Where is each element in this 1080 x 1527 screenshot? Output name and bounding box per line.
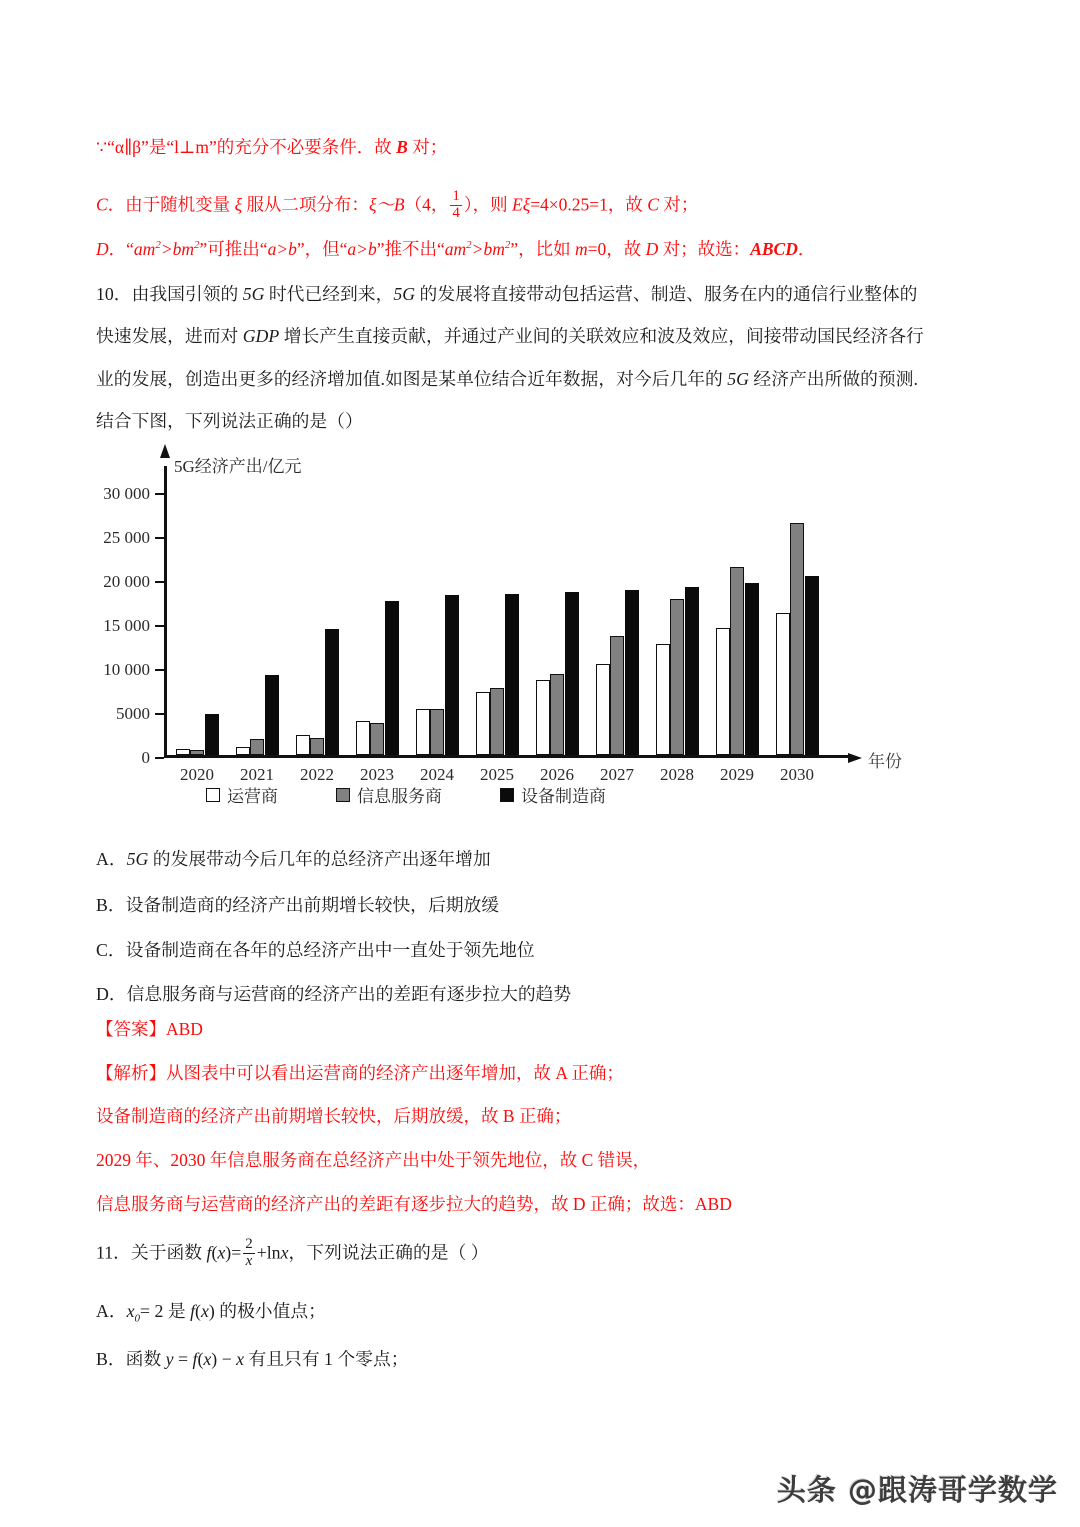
bar-equipment bbox=[385, 601, 399, 755]
question-text: 关于函数 bbox=[130, 1242, 207, 1263]
y-axis-tick bbox=[155, 493, 164, 495]
analysis-line-4: 信息服务商与运营商的经济产出的差距有逐步拉大的趋势，故 D 正确；故选：ABD bbox=[96, 1194, 732, 1214]
legend-swatch-equipment-icon bbox=[500, 788, 514, 802]
option-label: B． bbox=[96, 1349, 126, 1369]
exponent: 2 bbox=[155, 239, 161, 251]
y-axis-arrow-icon bbox=[160, 444, 170, 458]
option-text: 是 bbox=[163, 1301, 191, 1321]
term-gdp: GDP bbox=[242, 326, 280, 346]
term-5g: 5G bbox=[393, 284, 416, 304]
bar-equipment bbox=[205, 714, 219, 755]
bar-operator bbox=[476, 692, 490, 755]
exponent: 2 bbox=[504, 239, 511, 251]
y-axis-tick-label: 20 000 bbox=[103, 571, 150, 591]
question-11-stem bbox=[96, 1238, 489, 1271]
option-text: 设备制造商在各年的总经济产出中一直处于领先地位 bbox=[125, 940, 535, 960]
bar-equipment bbox=[325, 629, 339, 756]
bar-operator bbox=[296, 735, 310, 755]
expr: >bm bbox=[471, 238, 505, 259]
legend-label-info-service: 信息服务商 bbox=[357, 787, 442, 806]
solution-text: ”，比如 bbox=[510, 238, 576, 259]
solution-text: =0，故 bbox=[587, 238, 646, 259]
minus: − bbox=[217, 1349, 237, 1369]
y-axis-tick-label: 25 000 bbox=[103, 527, 150, 547]
y-axis bbox=[164, 466, 167, 758]
function-f: f bbox=[206, 1242, 212, 1263]
paren: ) bbox=[211, 1349, 218, 1369]
option-label: C． bbox=[96, 940, 126, 960]
distribution-expr: ξ～B bbox=[368, 194, 405, 215]
solution-text: ． bbox=[797, 238, 816, 259]
term-5g: 5G bbox=[126, 849, 149, 869]
bar-info-service bbox=[790, 523, 804, 756]
equals: = bbox=[231, 1242, 242, 1263]
bar-equipment bbox=[685, 587, 699, 755]
bar-equipment bbox=[565, 592, 579, 756]
fraction-one-quarter: $\frac{1}{4}$ bbox=[452, 188, 460, 221]
variable-x: x bbox=[217, 1242, 226, 1263]
paren: ( bbox=[211, 1242, 218, 1263]
bar-operator bbox=[536, 680, 550, 756]
bar-info-service bbox=[610, 636, 624, 756]
choice-letter: D bbox=[96, 238, 109, 259]
expectation-expr: Eξ bbox=[512, 194, 531, 215]
question-text: 快速发展，进而对 bbox=[96, 326, 243, 346]
option-text: 的发展带动今后几年的总经济产出逐年增加 bbox=[148, 849, 491, 869]
answer-row bbox=[96, 1021, 203, 1039]
variable-x: x bbox=[203, 1349, 212, 1369]
x-axis-label: 年份 bbox=[868, 752, 902, 771]
bar-operator bbox=[656, 644, 670, 756]
answer-label: 【答案】 bbox=[96, 1019, 166, 1039]
variable-x: x bbox=[236, 1349, 245, 1369]
bar-info-service bbox=[730, 567, 744, 756]
bar-operator bbox=[176, 749, 190, 755]
solution-text: 服从二项分布： bbox=[242, 194, 369, 215]
x-axis-category-label: 2022 bbox=[300, 765, 334, 785]
legend-label-operator: 运营商 bbox=[227, 787, 278, 806]
option-text: 设备制造商的经济产出前期增长较快，后期放缓 bbox=[125, 895, 500, 915]
choice-letter: C bbox=[96, 194, 108, 215]
solution-line-b bbox=[96, 139, 447, 157]
fraction-two-over-x: $\frac{2}{x}$ bbox=[245, 1236, 253, 1269]
bar-group bbox=[416, 473, 459, 785]
solution-text: ．“ bbox=[108, 238, 134, 259]
analysis-text: 从图表中可以看出运营商的经济产出逐年增加，故 A 正确； bbox=[166, 1063, 624, 1083]
question-text: ，下列说法正确的是（ ） bbox=[288, 1242, 489, 1263]
y-axis-tick-label: 10 000 bbox=[103, 659, 150, 679]
x-axis bbox=[164, 755, 850, 758]
y-axis-tick bbox=[155, 625, 164, 627]
solution-text: ∵“α∥β”是“l⊥m”的充分不必要条件．故 bbox=[96, 137, 397, 157]
ln-operator: +ln bbox=[256, 1242, 281, 1263]
variable-x: x bbox=[200, 1301, 209, 1321]
option-text: 函数 bbox=[125, 1349, 166, 1369]
option-label: A． bbox=[96, 849, 127, 869]
bar-group bbox=[296, 473, 339, 785]
question-text: 时代已经到来， bbox=[264, 284, 394, 304]
bar-group bbox=[716, 473, 759, 785]
analysis-line-3: 2029 年、2030 年信息服务商在总经济产出中处于领先地位，故 C 错误， bbox=[96, 1150, 651, 1170]
question-10-line-4: 结合下图，下列说法正确的是（） bbox=[96, 411, 363, 431]
choice-letter: D bbox=[645, 238, 659, 259]
variable-xi: ξ bbox=[234, 194, 243, 215]
legend-label-equipment: 设备制造商 bbox=[521, 787, 606, 806]
answer-value: ABD bbox=[166, 1019, 203, 1039]
bar-operator bbox=[716, 628, 730, 756]
x-axis-category-label: 2030 bbox=[780, 765, 814, 785]
y-axis-tick bbox=[155, 581, 164, 583]
y-axis-tick bbox=[155, 713, 164, 715]
x-axis-category-label: 2020 bbox=[180, 765, 214, 785]
question-text: 经济产出所做的预测. bbox=[748, 369, 918, 389]
expr: a>b bbox=[347, 238, 377, 259]
solution-line-c bbox=[96, 190, 698, 223]
x-axis-category-label: 2026 bbox=[540, 765, 574, 785]
solution-text: ”推不出“ bbox=[376, 238, 445, 259]
solution-text: 对； bbox=[407, 137, 448, 157]
bar-chart bbox=[96, 452, 902, 834]
bar-equipment bbox=[805, 576, 819, 756]
paren: ) bbox=[208, 1301, 215, 1321]
option-d bbox=[96, 986, 571, 1004]
y-axis-tick bbox=[155, 757, 164, 759]
variable-x: x bbox=[280, 1242, 289, 1263]
expr: am bbox=[133, 238, 156, 259]
bar-group bbox=[776, 473, 819, 785]
bar-info-service bbox=[310, 738, 324, 756]
x-axis-arrow-icon bbox=[848, 753, 862, 763]
question-text: 由我国引领的 bbox=[131, 284, 243, 304]
option-text: 信息服务商与运营商的经济产出的差距有逐步拉大的趋势 bbox=[126, 984, 572, 1004]
bar-info-service bbox=[550, 674, 564, 755]
final-answer: ABCD bbox=[750, 238, 798, 259]
question-10-line-3 bbox=[96, 371, 918, 389]
choice-letter: B bbox=[396, 137, 408, 157]
bar-equipment bbox=[445, 595, 459, 755]
bar-info-service bbox=[250, 739, 264, 756]
equals-two: = 2 bbox=[140, 1301, 164, 1321]
solution-line-d bbox=[96, 240, 815, 258]
option-label: D． bbox=[96, 984, 127, 1004]
bar-operator bbox=[356, 721, 370, 755]
exponent: 2 bbox=[194, 239, 200, 251]
subscript: 0 bbox=[134, 1312, 141, 1325]
paren: ( bbox=[197, 1349, 204, 1369]
option-text: 有且只有 1 个零点； bbox=[244, 1349, 409, 1369]
x-axis-category-label: 2029 bbox=[720, 765, 754, 785]
bar-group bbox=[536, 473, 579, 785]
y-axis-tick bbox=[155, 537, 164, 539]
question-10-line-1 bbox=[96, 286, 917, 304]
x-axis-category-label: 2028 bbox=[660, 765, 694, 785]
x-axis-category-label: 2027 bbox=[600, 765, 634, 785]
function-f: f bbox=[192, 1349, 198, 1369]
question-text: 增长产生直接贡献，并通过产业间的关联效应和波及效应，间接带动国民经济各行 bbox=[279, 326, 924, 346]
watermark: 头条 @跟涛哥学数学 bbox=[776, 1473, 1058, 1507]
chart-legend bbox=[206, 782, 606, 807]
bar-info-service bbox=[490, 688, 504, 756]
analysis-line-2: 设备制造商的经济产出前期增长较快，后期放缓，故 B 正确； bbox=[96, 1106, 572, 1126]
equals: = bbox=[173, 1349, 193, 1369]
y-axis-tick bbox=[155, 669, 164, 671]
solution-text: ．由于随机变量 bbox=[107, 194, 235, 215]
bar-equipment bbox=[625, 590, 639, 756]
bar-group bbox=[476, 473, 519, 785]
bar-operator bbox=[236, 747, 250, 756]
chart-plot-area bbox=[103, 476, 824, 785]
y-axis-tick-label: 5000 bbox=[116, 703, 150, 723]
expr: >bm bbox=[160, 238, 195, 259]
expr: am bbox=[444, 238, 467, 259]
paren: ) bbox=[225, 1242, 232, 1263]
analysis-line-1 bbox=[96, 1065, 624, 1083]
bar-operator bbox=[596, 664, 610, 756]
bar-operator bbox=[416, 709, 430, 756]
function-f: f bbox=[190, 1301, 196, 1321]
bar-info-service bbox=[190, 750, 204, 755]
legend-swatch-info-service-icon bbox=[336, 788, 350, 802]
x-axis-category-label: 2023 bbox=[360, 765, 394, 785]
bar-group bbox=[356, 473, 399, 785]
solution-text: ），则 bbox=[463, 194, 512, 215]
exponent: 2 bbox=[466, 239, 472, 251]
term-5g: 5G bbox=[727, 369, 749, 389]
term-5g: 5G bbox=[242, 284, 265, 304]
solution-text: （4， bbox=[404, 194, 449, 215]
bar-equipment bbox=[505, 594, 519, 755]
bar-group bbox=[236, 473, 279, 785]
option-text: 的极小值点； bbox=[214, 1301, 326, 1321]
legend-item-operator bbox=[206, 782, 278, 807]
y-axis-tick-label: 0 bbox=[141, 748, 150, 767]
y-axis-tick-label: 30 000 bbox=[103, 483, 150, 503]
paren: ( bbox=[195, 1301, 201, 1321]
bar-group bbox=[176, 473, 219, 785]
solution-text: ”可推出“ bbox=[199, 238, 268, 259]
option-label: A． bbox=[96, 1301, 127, 1321]
bar-equipment bbox=[265, 675, 279, 755]
variable-m: m bbox=[575, 238, 588, 259]
solution-text: ”，但“ bbox=[296, 238, 348, 259]
bar-group bbox=[656, 473, 699, 785]
x-axis-category-label: 2025 bbox=[480, 765, 514, 785]
option-c bbox=[96, 942, 535, 960]
variable-y: y bbox=[165, 1349, 174, 1369]
option-label: B． bbox=[96, 895, 126, 915]
bar-info-service bbox=[670, 599, 684, 755]
question-text: 业的发展，创造出更多的经济增加值.如图是某单位结合近年数据，对今后几年的 bbox=[96, 369, 728, 389]
question-number: 10． bbox=[96, 284, 132, 304]
choice-letter: C bbox=[647, 194, 659, 215]
variable-x0: x bbox=[126, 1301, 135, 1321]
bar-operator bbox=[776, 613, 790, 756]
expr: a>b bbox=[267, 238, 297, 259]
solution-text: =4×0.25=1，故 bbox=[530, 194, 648, 215]
legend-item-info-service bbox=[336, 782, 442, 807]
legend-item-equipment bbox=[500, 782, 606, 807]
question-text: 的发展将直接带动包括运营、制造、服务在内的通信行业整体的 bbox=[415, 284, 918, 304]
x-axis-category-label: 2021 bbox=[240, 765, 274, 785]
bar-info-service bbox=[370, 723, 384, 756]
question-10-line-2 bbox=[96, 328, 924, 346]
bar-equipment bbox=[745, 583, 759, 756]
option-b bbox=[96, 897, 499, 915]
solution-text: 对；故选： bbox=[658, 238, 751, 259]
solution-text: 对； bbox=[658, 194, 699, 215]
question-number: 11． bbox=[96, 1242, 131, 1263]
bar-group bbox=[596, 473, 639, 785]
y-axis-tick-label: 15 000 bbox=[103, 615, 150, 635]
option-a bbox=[96, 851, 491, 869]
question-11-option-a bbox=[96, 1303, 326, 1325]
analysis-label: 【解析】 bbox=[96, 1063, 166, 1083]
x-axis-category-label: 2024 bbox=[420, 765, 454, 785]
question-11-option-b bbox=[96, 1351, 409, 1369]
legend-swatch-operator-icon bbox=[206, 788, 220, 802]
chart-title: 5G经济产出/亿元 bbox=[174, 457, 302, 476]
bar-info-service bbox=[430, 709, 444, 756]
